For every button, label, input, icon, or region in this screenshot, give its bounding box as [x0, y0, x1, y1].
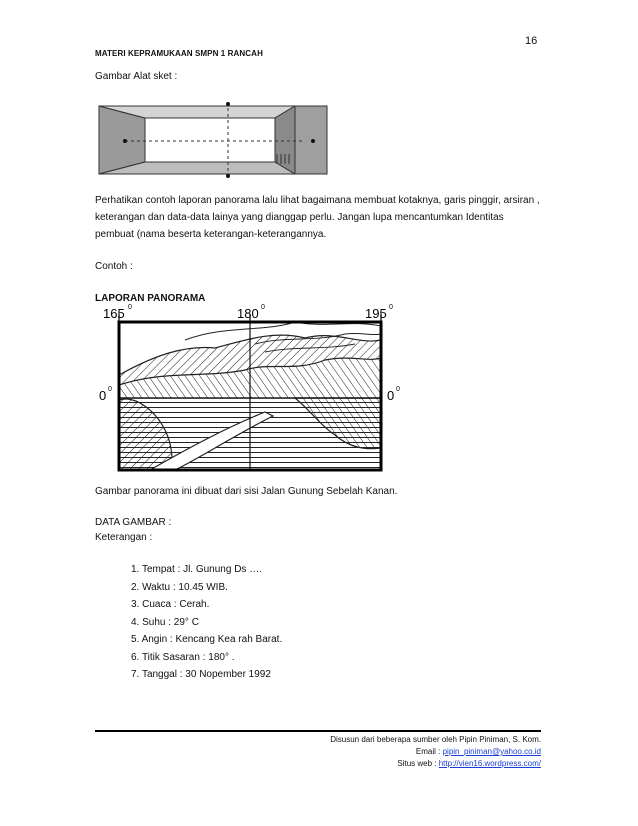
footer-web-line — [330, 758, 541, 770]
list-item: 4. Suhu : 29° C — [131, 616, 199, 628]
notes-list — [131, 561, 282, 684]
paragraph-line: keterangan dan data-data lainya yang dianggap perlu. Jangan lupa mencantumkan Identitas — [95, 212, 504, 223]
page-number: 16 — [525, 35, 538, 47]
degree-mark: 0 — [128, 304, 132, 311]
footer-author: Disusun dari beberapa sumber oleh Pipin Piniman, S. Kom. — [330, 735, 541, 744]
paragraph-line: Perhatikan contoh laporan panorama lalu lihat bagaimana membuat kotaknya, garis pinggir, arsiran , — [95, 195, 540, 206]
horizon-label-right: 0 — [387, 388, 395, 403]
paragraph-line: pembuat (nama beserta keterangan-keterangannya. — [95, 229, 327, 240]
list-item: 7. Tanggal : 30 Nopember 1992 — [131, 669, 271, 680]
degree-mark: 0 — [396, 386, 400, 393]
angle-label-right: 195 — [365, 306, 387, 321]
sketch-tool-illustration — [95, 100, 335, 180]
degree-mark: 0 — [108, 386, 112, 393]
list-item: 2. Waktu : 10.45 WIB. — [131, 581, 228, 593]
footer-web-link[interactable]: http://vien16.wordpress.com/ — [438, 759, 541, 768]
angle-label-left: 165 — [103, 306, 125, 321]
panorama-caption: Gambar panorama ini dibuat dari sisi Jalan Gunung Sebelah Kanan. — [95, 486, 398, 497]
instruction-paragraph — [95, 192, 540, 243]
list-item: 6. Titik Sasaran : 180° . — [131, 651, 235, 663]
footer-web-label: Situs web : — [397, 759, 439, 768]
header-title: MATERI KEPRAMUKAAN SMPN 1 RANCAH — [95, 49, 263, 58]
horizon-label-left: 0 — [99, 388, 107, 403]
footer-email-line — [330, 746, 541, 758]
list-item: 1. Tempat : Jl. Gunung Ds …. — [131, 564, 262, 575]
data-title: DATA GAMBAR : — [95, 517, 172, 528]
panorama-illustration — [95, 300, 415, 478]
angle-label-center: 180 — [237, 306, 259, 321]
list-item: 5. Angin : Kencang Kea rah Barat. — [131, 634, 283, 645]
notes-label: Keterangan : — [95, 532, 153, 543]
footer-divider — [95, 730, 541, 732]
footer-email-label: Email : — [415, 747, 443, 756]
degree-mark: 0 — [389, 304, 393, 311]
example-label: Contoh : — [95, 261, 133, 272]
sketch-caption: Gambar Alat sket : — [95, 71, 178, 82]
degree-mark: 0 — [261, 304, 265, 311]
list-item: 3. Cuaca : Cerah. — [131, 599, 210, 610]
report-title: LAPORAN PANORAMA — [95, 293, 206, 304]
footer-email-link[interactable]: pipin_piniman@yahoo.co.id — [442, 747, 541, 756]
footer — [330, 734, 541, 770]
